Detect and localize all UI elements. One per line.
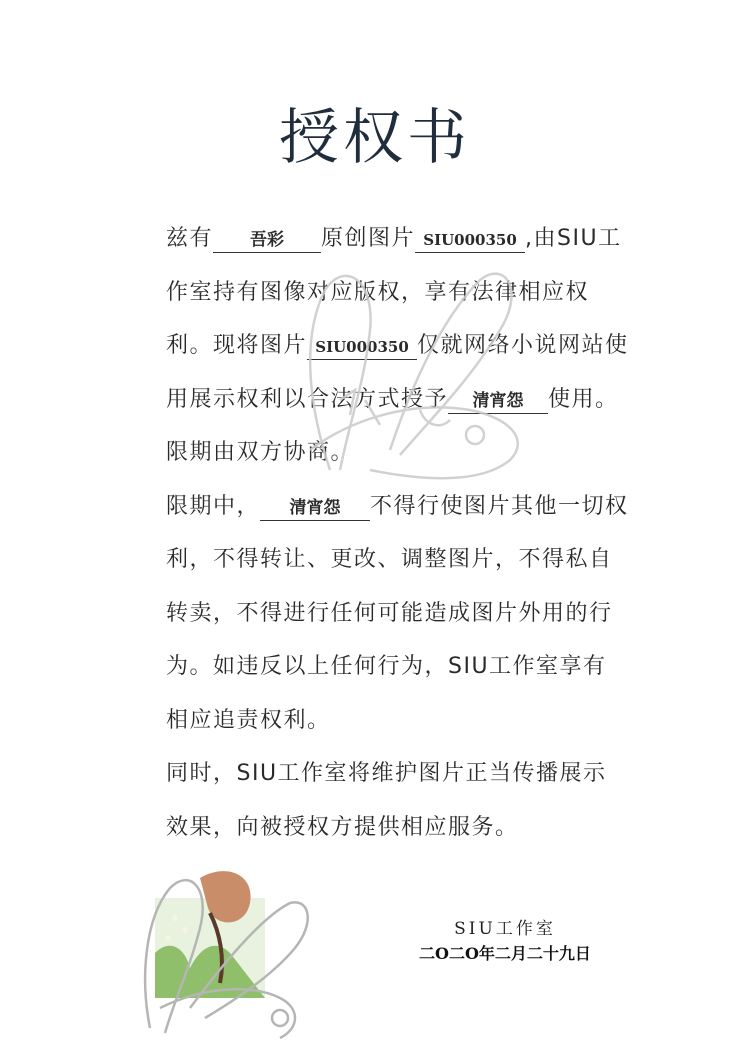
- siu-logo-illustration-icon: [130, 858, 320, 1058]
- document-title: 授权书: [279, 103, 471, 173]
- p2-text-1: 限期中，: [166, 493, 261, 519]
- document-body: [120, 212, 630, 854]
- signature-block: [410, 914, 600, 964]
- author-field: 吾彩: [213, 228, 321, 253]
- p1-text-5: 使用。限期由双方协商。: [166, 386, 619, 465]
- image-id-field-2: SIU000350: [307, 335, 417, 360]
- signature-organization: SIU工作室: [454, 919, 556, 939]
- licensee-field: 清宵怨: [448, 389, 548, 414]
- p2-text-2: 不得行使图片其他一切权利，不得转让、更改、调整图片，不得私自转卖，不得进行任何可能造成图片外用的行为。如违反以上任何行为，SIU工作室享有相应追责权利。: [166, 493, 629, 733]
- p1-text-2: 原创图片: [321, 226, 416, 251]
- p1-text-4: 仅就网络小说网站使用展示权利以合法方式授予: [166, 333, 629, 412]
- image-id-field: SIU000350: [415, 228, 525, 253]
- paragraph-2: [120, 480, 630, 748]
- signature-date: 二O二O年二月二十九日: [419, 944, 591, 963]
- p1-text-1: 兹有: [166, 226, 214, 251]
- licensee-field-2: 清宵怨: [260, 496, 370, 521]
- paragraph-1: [120, 212, 630, 480]
- p1-text-3: ,由SIU工作室持有图像对应版权，享有法律相应权利。现将图片: [166, 226, 622, 358]
- paragraph-3: 同时，SIU工作室将维护图片正当传播展示效果，向被授权方提供相应服务。: [166, 761, 607, 840]
